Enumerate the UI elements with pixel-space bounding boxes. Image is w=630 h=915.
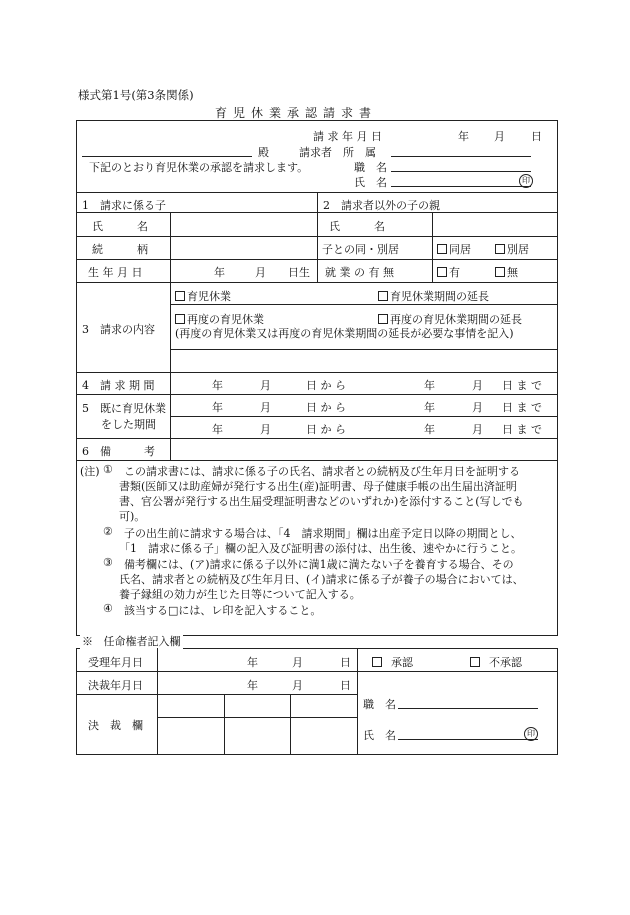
- section4-heading: 4 請 求 期 間: [82, 379, 155, 392]
- seal-icon: 印: [524, 727, 538, 741]
- received-day-unit: 日: [340, 656, 351, 669]
- approver-name-label: 氏 名: [363, 729, 396, 742]
- child-name-label: 氏 名: [92, 220, 152, 233]
- cohabit-no-label: 別居: [507, 243, 529, 256]
- child-birthdate-label: 生 年 月 日: [88, 266, 143, 279]
- addressee-line[interactable]: [82, 156, 252, 157]
- past2-start-month-unit: 月: [260, 423, 271, 436]
- position-field[interactable]: [391, 171, 531, 172]
- reference-mark: ※: [82, 635, 93, 648]
- employment-label: 就 業 の 有 無: [325, 266, 394, 279]
- affiliation-field[interactable]: [391, 156, 531, 157]
- note1-line: 可)。: [119, 510, 146, 523]
- decided-date-label: 決裁年月日: [88, 679, 143, 692]
- period-to-label: 日 ま で: [502, 379, 542, 392]
- child-relation-label: 続 柄: [92, 243, 152, 256]
- reject-label: 不承認: [489, 656, 522, 669]
- position-label: 職 名: [354, 161, 387, 174]
- child-relation-field[interactable]: [174, 238, 314, 258]
- past2-end-month-unit: 月: [472, 423, 483, 436]
- name-label: 氏 名: [354, 176, 387, 189]
- checkbox-icon[interactable]: [175, 291, 185, 301]
- reason-field[interactable]: [174, 351, 554, 370]
- decided-month-unit: 月: [292, 679, 303, 692]
- employment-no-label: 無: [507, 266, 518, 279]
- birth-year-unit: 年: [214, 266, 225, 279]
- cohabit-label: 子との同・別居: [322, 243, 399, 256]
- checkbox-icon[interactable]: [175, 314, 185, 324]
- checkbox-icon[interactable]: [495, 267, 505, 277]
- employment-yes-option[interactable]: [437, 264, 460, 280]
- birth-month-unit: 月: [255, 266, 266, 279]
- checkbox-icon[interactable]: [372, 657, 382, 667]
- past2-from-label: 日 か ら: [306, 423, 346, 436]
- checkbox-icon[interactable]: [378, 314, 388, 324]
- period-end-month-unit: 月: [472, 379, 483, 392]
- approver-name-field[interactable]: [398, 739, 538, 740]
- period-start-month-unit: 月: [260, 379, 271, 392]
- addressee-suffix: 殿: [258, 146, 269, 159]
- employment-yes-label: 有: [449, 266, 460, 279]
- note3-line: 氏名、請求者との続柄及び生年月日、(イ)請求に係る子が養子の場合においては、: [119, 573, 524, 586]
- note2-line: 子の出生前に請求する場合は、「4 請求期間」欄は出産予定日以降の期間とし、: [124, 527, 522, 540]
- approver-position-field[interactable]: [398, 708, 538, 709]
- remarks-field[interactable]: [174, 440, 554, 458]
- past1-start-year-unit: 年: [212, 401, 223, 414]
- reject-option[interactable]: [470, 654, 522, 670]
- received-date-label: 受理年月日: [88, 656, 143, 669]
- requester-label: 請求者: [299, 146, 332, 159]
- form-number: 様式第1号(第3条関係): [78, 88, 194, 102]
- period-from-label: 日 か ら: [306, 379, 346, 392]
- section6-heading: 6 備 考: [82, 445, 155, 458]
- section2-heading: 2 請求者以外の子の親: [323, 199, 440, 212]
- option-extension[interactable]: [378, 288, 489, 304]
- section5-heading: 5 既に育児休業: [82, 402, 166, 415]
- decided-day-unit: 日: [340, 679, 351, 692]
- section5-heading-2: をした期間: [101, 418, 156, 431]
- note4-line: 該当する□には、レ印を記入すること。: [124, 604, 322, 617]
- past1-end-month-unit: 月: [472, 401, 483, 414]
- note3-line: 備考欄には、(ア)請求に係る子以外に満1歳に満たない子を養育する場合、その: [124, 558, 514, 571]
- page-title: 育児休業承認請求書: [215, 106, 378, 120]
- request-statement: 下記のとおり育児休業の承認を請求します。: [89, 161, 309, 174]
- period-end-year-unit: 年: [424, 379, 435, 392]
- past2-start-year-unit: 年: [212, 423, 223, 436]
- option-leave-label: 育児休業: [187, 290, 231, 303]
- notes-prefix: (注): [80, 465, 100, 478]
- section1-heading: 1 請求に係る子: [82, 199, 166, 212]
- birth-day-unit: 日生: [288, 266, 310, 279]
- note1-line: この請求書には、請求に係る子の氏名、請求者との続柄及び生年月日を証明する: [124, 465, 520, 478]
- note2-line: 「1 請求に係る子」欄の記入及び証明書の添付は、出生後、速やかに行うこと。: [119, 542, 522, 555]
- seal-icon: 印: [519, 174, 533, 188]
- request-year-unit: 年: [458, 130, 469, 143]
- note2-number: ②: [103, 525, 113, 538]
- section3-heading: 3 請求の内容: [82, 323, 155, 336]
- checkbox-icon[interactable]: [437, 267, 447, 277]
- option-re-leave-label: 再度の育児休業: [187, 313, 264, 326]
- note4-number: ④: [103, 602, 113, 615]
- checkbox-icon[interactable]: [437, 244, 447, 254]
- request-day-unit: 日: [531, 130, 542, 143]
- checkbox-icon[interactable]: [495, 244, 505, 254]
- checkbox-icon[interactable]: [378, 291, 388, 301]
- note1-number: ①: [103, 463, 113, 476]
- cohabit-no-option[interactable]: [495, 241, 529, 257]
- past1-from-label: 日 か ら: [306, 401, 346, 414]
- approver-position-label: 職 名: [363, 698, 396, 711]
- request-date-label: 請 求 年 月 日: [313, 130, 382, 143]
- reason-note: (再度の育児休業又は再度の育児休業期間の延長が必要な事情を記入): [175, 327, 514, 340]
- parent-name-field[interactable]: [436, 214, 554, 234]
- note1-line: 書類(医師又は助産婦が発行する出生(産)証明書、母子健康手帳の出生届出済証明: [119, 480, 517, 493]
- past1-start-month-unit: 月: [260, 401, 271, 414]
- past2-to-label: 日 ま で: [502, 423, 542, 436]
- approver-heading: [80, 633, 183, 649]
- past2-end-year-unit: 年: [424, 423, 435, 436]
- request-month-unit: 月: [494, 130, 505, 143]
- affiliation-label: 所 属: [343, 146, 376, 159]
- option-re-extension-label: 再度の育児休業期間の延長: [390, 313, 522, 326]
- note3-number: ③: [103, 556, 113, 569]
- employment-no-option[interactable]: [495, 264, 518, 280]
- decision-label: 決 裁 欄: [88, 719, 143, 732]
- approve-option[interactable]: [372, 654, 413, 670]
- parent-name-label: 氏 名: [329, 220, 389, 233]
- approve-label: 承認: [391, 656, 413, 669]
- child-name-field[interactable]: [174, 214, 314, 234]
- checkbox-icon[interactable]: [470, 657, 480, 667]
- note3-line: 養子縁組の効力が生じた日等について記入する。: [119, 588, 361, 601]
- cohabit-yes-label: 同居: [449, 243, 471, 256]
- option-leave[interactable]: [175, 288, 231, 304]
- past1-to-label: 日 ま で: [502, 401, 542, 414]
- cohabit-yes-option[interactable]: [437, 241, 471, 257]
- note1-line: 書、官公署が発行する出生届受理証明書などのいずれか)を添付すること(写しでも: [119, 495, 524, 508]
- period-start-year-unit: 年: [212, 379, 223, 392]
- received-year-unit: 年: [247, 656, 258, 669]
- approver-heading-text: 任命権者記入欄: [103, 635, 181, 648]
- past1-end-year-unit: 年: [424, 401, 435, 414]
- name-field[interactable]: [391, 186, 531, 187]
- received-month-unit: 月: [292, 656, 303, 669]
- decided-year-unit: 年: [247, 679, 258, 692]
- option-extension-label: 育児休業期間の延長: [390, 290, 489, 303]
